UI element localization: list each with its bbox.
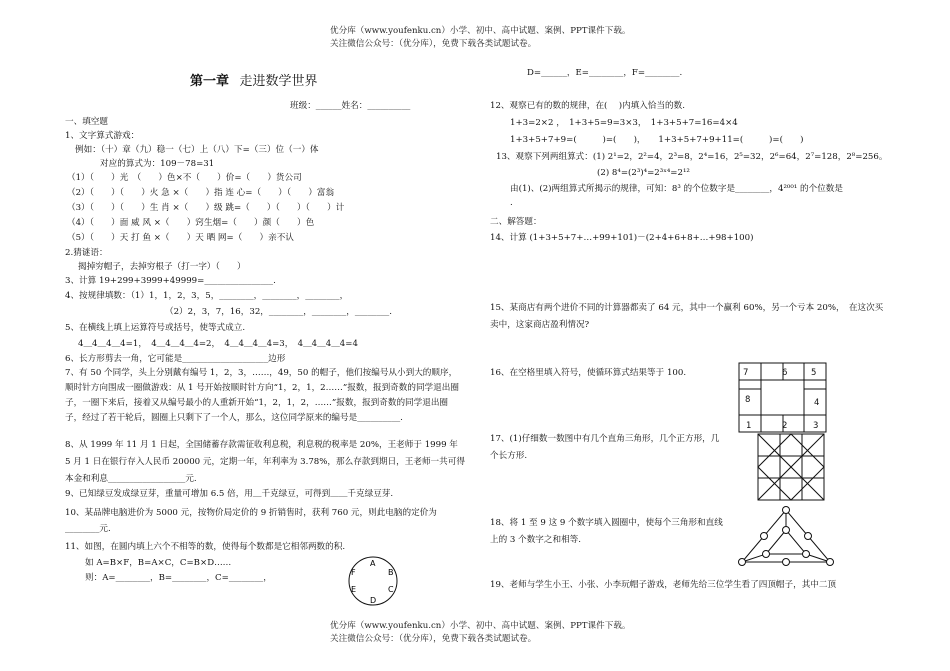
grid-num: 7	[743, 368, 749, 378]
q3: 3、计算 19+299+3999+49999=________________.	[65, 276, 276, 286]
number-circle	[763, 551, 770, 558]
section-fill-blank: 一、填空题	[65, 117, 108, 127]
q7: 7、有 50 个同学，头上分别戴有编号 1，2，3，……，49，50 的帽子，他们按编号从小到大的顺序，顺时针方向围成一圈做游戏：从 1 号开始按顺时针方向“1，2，1，2……”报数，报到奇数的同学退出圈子，一圈下来后，接着又从编号最小的人重新开始“1，2，1，2，……”报数，报到奇数的同学退出圈子，经过了若干轮后，圆圈上只剩下了一个人，那么，这位同学原来的编号是__________.	[65, 368, 459, 423]
q10: 10、某品牌电脑进价为 5000 元，按物价局定价的 9 折销售时，获利 760 元，则此电脑的定价为________元.	[65, 508, 437, 534]
footer-line-2: 关注微信公众号：（优分库），免费下载各类试题试卷。	[330, 634, 537, 644]
number-circle	[827, 559, 834, 566]
q17: 17、(1)仔细数一数图中有几个直角三角形，几个正方形，几个长方形.	[490, 434, 720, 461]
q1: 1、文字算式游戏：	[65, 131, 140, 141]
number-circle	[783, 507, 790, 514]
grid-num: 3	[813, 421, 819, 431]
q4-part2: （2）2，3，7，16，32，________，________，________.	[165, 307, 392, 317]
q11: 11、如图，在圆内填上六个不相等的数，使得每个数都是它相邻两数的积.	[65, 542, 346, 552]
q14: 14、计算 (1+3+5+7+…+99+101)－(2+4+6+8+…+98+100)	[490, 233, 754, 243]
q6: 6、长方形剪去一角，它可能是____________________边形	[65, 354, 286, 364]
q4: 4、按规律填数：（1）1，1，2，3，5，________，________，________，	[65, 291, 349, 301]
footer-line-1: 优分库（www.youfenku.cn）小学、初中、高中试题、案例、PPT课件下载。	[330, 621, 631, 631]
q17-figure	[756, 432, 826, 502]
q13-question: 由(1)、(2)两组算式所揭示的规律，可知：8³ 的个位数字是________，4²⁰⁰¹ 的个位数是	[510, 184, 843, 194]
q5: 5、在横线上填上运算符号或括号，使等式成立.	[65, 323, 246, 333]
grid-num: 5	[811, 368, 817, 378]
q13-end: .	[510, 198, 513, 208]
q19: 19、老师与学生小王、小张、小李玩帽子游戏，老师先给三位学生看了四顶帽子，其中二顶	[490, 580, 837, 590]
q12-line2: 1+3+5+7+9=( )=( )， 1+3+5+7+9+11=( )=( )	[510, 135, 804, 145]
title-bold: 第一章	[190, 74, 230, 89]
q1-row: （1）（ ）光 （ ）色×不（ ）价=（ ）货公司	[67, 173, 302, 183]
circle-label-f: F	[351, 568, 356, 577]
page-title	[190, 74, 318, 90]
q11-circle-figure	[342, 554, 404, 608]
q1-example: 例如：（十）章（九）稳一（七）上（八）下=（三）位（一）体	[75, 145, 319, 155]
q11-rule: 如 A=B×F，B=A×C，C=B×D……	[85, 558, 232, 568]
grid-num: 2	[782, 421, 788, 431]
circle-label-e: E	[351, 585, 357, 594]
q1-row: （5）（ ）天 打 鱼 ×（ ）天 晒 网=（ ）亲不认	[67, 233, 294, 243]
q8: 8、从 1999 年 11 月 1 日起，全国储蓄存款需征收利息税，利息税的税率是 20%，王老师于 1999 年 5 月 1 日在银行存入人民币 20000 元，定期一年，年利率为 3.78%，那么存款到期日，王老师一共可得本金和利息__________________元.	[65, 440, 465, 484]
q1-row: （3）（ ）（ ）生 肖 ×（ ）级 跳=（ ）（ ）（ ）计	[67, 203, 345, 213]
q5-equations: 4＿4＿4＿4=1， 4＿4＿4＿4=2， 4＿4＿4＿4=3， 4＿4＿4＿4=4	[78, 339, 358, 349]
section-solve: 二、解答题：	[490, 217, 542, 227]
q18: 18、将 1 至 9 这 9 个数字填入圆圈中，使每个三角形和直线上的 3 个数字之和相等.	[490, 518, 723, 545]
number-circle	[805, 533, 812, 540]
grid-num: 1	[746, 421, 752, 431]
q18-triangle-figure	[736, 506, 836, 570]
header-line-1: 优分库（www.youfenku.cn）小学、初中、高中试题、案例、PPT课件下载。	[330, 26, 631, 36]
circle-label-c: C	[388, 585, 394, 594]
q2: 2.猜谜语：	[65, 248, 108, 258]
number-circle	[803, 551, 810, 558]
number-circle	[783, 559, 790, 566]
q1-row: （2）（ ）（ ）火 急 ×（ ）指 连 心=（ ）（ ）富翁	[67, 188, 335, 198]
circle-label-b: B	[388, 568, 394, 577]
circle-label-d: D	[370, 596, 377, 605]
q13-group2: (2) 8⁴=(2³)⁴=2³ˣ⁴=2¹²	[597, 168, 690, 178]
q12-line1: 1+3=2×2 ， 1+3+5=9=3×3， 1+3+5+7=16=4×4	[510, 118, 738, 128]
grid-num: 6	[782, 368, 788, 378]
q15: 15、某商店有两个进价不同的计算器都卖了 64 元，其中一个赢利 60%，另一个亏本 20%， 在这次买卖中，这家商店盈利情况?	[490, 303, 884, 330]
q11-answers-cont: D=______，E=________，F=________.	[527, 68, 683, 78]
number-circle	[761, 533, 768, 540]
q1-row: （4）（ ）面 威 风 ×（ ）窍生烟=（ ）颜（ ）色	[67, 218, 315, 228]
number-circle	[739, 559, 746, 566]
q11-answers: 则：A=________，B=________，C=________，	[85, 573, 272, 583]
title-rest: 走进数学世界	[239, 74, 318, 89]
number-circle	[783, 527, 790, 534]
class-name-line: 班级：______姓名：__________	[290, 101, 411, 111]
q16-cycle-grid	[738, 362, 828, 434]
q1-example-formula: 对应的算式为：109－78=31	[100, 159, 215, 169]
q16: 16、在空格里填入符号，使循环算式结果等于 100.	[490, 368, 687, 378]
grid-num: 8	[745, 395, 751, 405]
q12: 12、观察已有的数的规律，在( )内填入恰当的数.	[490, 101, 685, 111]
grid-num: 4	[814, 398, 820, 408]
q2-riddle: 揭掉穷帽子，去掉穷根子（打一字）（ ）	[78, 262, 246, 272]
q9: 9、已知绿豆发成绿豆芽，重量可增加 6.5 倍，用＿千克绿豆，可得到＿＿千克绿豆芽.	[65, 489, 394, 499]
header-line-2: 关注微信公众号：（优分库），免费下载各类试题试卷。	[330, 39, 537, 49]
q13: 13、观察下列两组算式：(1) 2¹=2，2²=4，2³=8，2⁴=16，2⁵=32，2⁶=64，2⁷=128，2⁸=256。	[496, 152, 888, 162]
circle-label-a: A	[370, 559, 376, 568]
